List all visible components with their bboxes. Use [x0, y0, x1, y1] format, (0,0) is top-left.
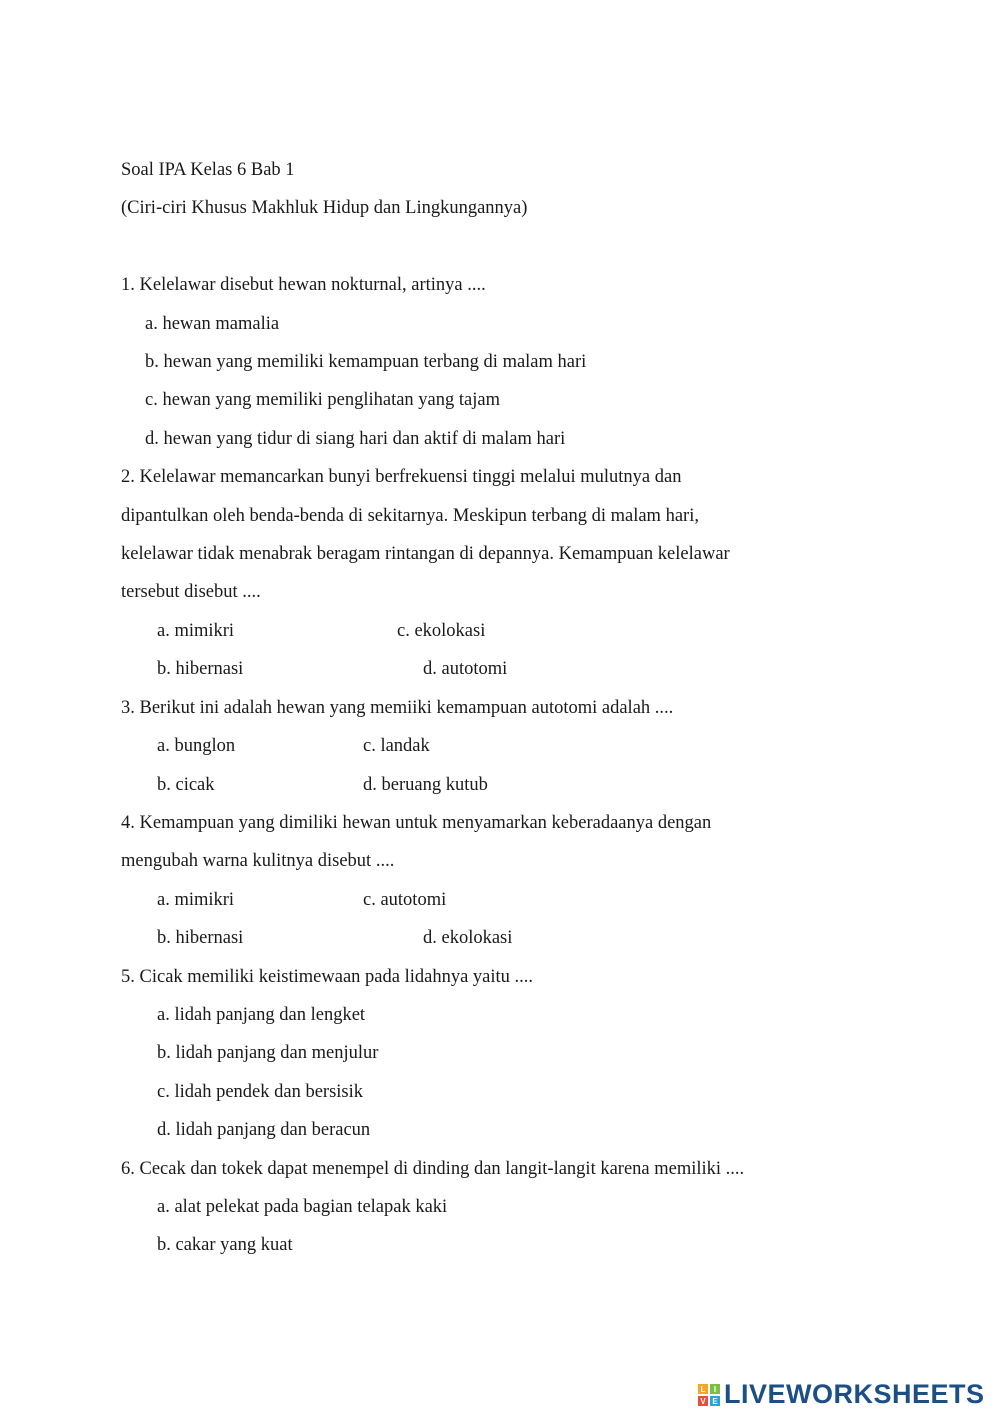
q6-option-a: a. alat pelekat pada bagian telapak kaki: [157, 1197, 448, 1217]
q5-option-a: a. lidah panjang dan lengket: [157, 1005, 366, 1025]
question-4-line-1: 4. Kemampuan yang dimiliki hewan untuk menyamarkan keberadaanya dengan: [121, 813, 712, 833]
logo-block-e: E: [710, 1396, 720, 1406]
q2-option-d: d. autotomi: [423, 659, 508, 679]
question-1: 1. Kelelawar disebut hewan nokturnal, artinya ....: [121, 275, 486, 295]
question-2-line-4: tersebut disebut ....: [121, 582, 261, 602]
q2-option-b: b. hibernasi: [157, 659, 244, 679]
q5-option-c: c. lidah pendek dan bersisik: [157, 1082, 364, 1102]
liveworksheets-logo: [698, 1379, 985, 1409]
logo-blocks-icon: [698, 1384, 720, 1406]
question-2-line-3: kelelawar tidak menabrak beragam rintangan di depannya. Kemampuan kelelawar: [121, 544, 730, 564]
q1-option-d: d. hewan yang tidur di siang hari dan aktif di malam hari: [145, 429, 566, 449]
q6-option-b: b. cakar yang kuat: [157, 1235, 293, 1255]
q4-option-d: d. ekolokasi: [423, 928, 513, 948]
q2-option-c: c. ekolokasi: [397, 621, 486, 641]
question-2-line-1: 2. Kelelawar memancarkan bunyi berfrekuensi tinggi melalui mulutnya dan: [121, 467, 682, 487]
q1-option-a: a. hewan mamalia: [145, 314, 280, 334]
logo-text: LIVEWORKSHEETS: [724, 1378, 985, 1409]
q1-option-b: b. hewan yang memiliki kemampuan terbang di malam hari: [145, 352, 587, 372]
q3-option-a: a. bunglon: [157, 736, 236, 756]
logo-block-i: I: [710, 1384, 720, 1394]
q5-option-d: d. lidah panjang dan beracun: [157, 1120, 371, 1140]
q3-option-c: c. landak: [363, 736, 430, 756]
q2-option-a: a. mimikri: [157, 621, 235, 641]
logo-block-l: L: [698, 1384, 708, 1394]
q4-option-a: a. mimikri: [157, 890, 235, 910]
worksheet-subtitle: (Ciri-ciri Khusus Makhluk Hidup dan Lingkungannya): [121, 198, 528, 218]
question-3: 3. Berikut ini adalah hewan yang memiiki kemampuan autotomi adalah ....: [121, 698, 674, 718]
q3-option-b: b. cicak: [157, 775, 215, 795]
q5-option-b: b. lidah panjang dan menjulur: [157, 1043, 379, 1063]
q4-option-b: b. hibernasi: [157, 928, 244, 948]
logo-block-v: V: [698, 1396, 708, 1406]
question-4-line-2: mengubah warna kulitnya disebut ....: [121, 851, 395, 871]
question-2-line-2: dipantulkan oleh benda-benda di sekitarnya. Meskipun terbang di malam hari,: [121, 506, 699, 526]
q3-option-d: d. beruang kutub: [363, 775, 488, 795]
q1-option-c: c. hewan yang memiliki penglihatan yang tajam: [145, 390, 500, 410]
question-6: 6. Cecak dan tokek dapat menempel di dinding dan langit-langit karena memiliki ....: [121, 1159, 745, 1179]
worksheet-title: Soal IPA Kelas 6 Bab 1: [121, 160, 295, 180]
question-5: 5. Cicak memiliki keistimewaan pada lidahnya yaitu ....: [121, 967, 534, 987]
q4-option-c: c. autotomi: [363, 890, 447, 910]
